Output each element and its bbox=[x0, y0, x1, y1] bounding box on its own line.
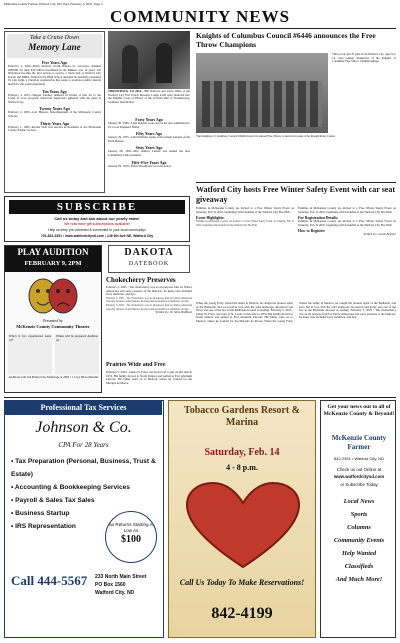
history-body: When the young Foley visited his father in Medora, he caught the pioneer spirit of the Badlands, and soon fell in love with the wild landscape. Roosevelt and Foley was one of the few in the Badlands devoted to reading. bbox=[196, 302, 293, 313]
history-text bbox=[196, 302, 396, 395]
throwback-text: Bill Rafferty and Alvin Weitz of the Watford City Fort Union Masonic Lodge #128 were inducted into the Knights Court of Honor of the Scottish Rite of Freemasonry, Southern Jurisdiction. bbox=[108, 90, 190, 104]
chokecherry-title: Chokecherry Preserves bbox=[106, 276, 176, 284]
returns-price: $100 bbox=[121, 534, 141, 545]
play-date: FEBRUARY 9, 2PM bbox=[24, 260, 82, 267]
play-org: McKenzie County Community Theater bbox=[16, 324, 90, 329]
farmer-check: Check us out Online at bbox=[336, 467, 382, 472]
tobacco-date: Saturday, Feb. 14 bbox=[204, 447, 280, 458]
play-title: PLAY AUDITION bbox=[17, 247, 89, 257]
subscribe-line1: Call us today and ask about our yearly rates! bbox=[54, 216, 140, 221]
person-silhouette bbox=[156, 43, 172, 83]
watford-body: Families in McKenzie County are invited to a Free Winter Safety Event on Saturday, Feb. 8, 2025, beginning with breakfast at the Watford City Fire Hall. bbox=[196, 207, 294, 214]
returns-label: Tax Returns Starting As Low As bbox=[106, 522, 155, 533]
years-ago-p3: February 2, 2005...Lori Hanson, Superintendent of the McKenzie County Schools. bbox=[8, 110, 101, 118]
mid-years-p3: January 28, 1965...Mrs. Audrey Leland was named the new Community Club president. bbox=[108, 149, 190, 157]
play-header bbox=[5, 246, 101, 272]
watford-h1: Event Highlights: bbox=[196, 216, 225, 221]
chokecherry-text: February 5, 2025 - The chokecherry was an all-purpose fruit for Native Americans and early pioneers of the Dakotas. Its many uses included food, medicine, and dye. bbox=[106, 302, 192, 311]
johnson-name: Johnson & Co. bbox=[35, 419, 132, 436]
watford-h3: How to Register: bbox=[298, 229, 326, 234]
chokecherry-byline: Written by: Dr. Steve Hoffbeck bbox=[155, 310, 192, 315]
years-ago-p4: February 1, 1995...Rocket Wall was elected as President of the McKenzie County Farmer Society. bbox=[8, 124, 101, 133]
subscribe-line2: We now have gift subscriptions available! bbox=[64, 222, 130, 226]
farmer-list-item: Help Wanted bbox=[341, 550, 377, 557]
play-audition-ad bbox=[4, 245, 102, 393]
knights-side-text: Thirty-four and 37 girls from Watford City, ages 9 to 14, were named champions of the Knights of Columbus Free Throw Championships. bbox=[332, 53, 396, 64]
mid-years-h1: Forty Years Ago bbox=[135, 117, 163, 122]
service-item: • Tax Preparation (Personal, Business, Trust & Estate) bbox=[11, 458, 156, 478]
tobacco-gardens-ad bbox=[168, 400, 316, 638]
cruise-line2: Memory Lane bbox=[28, 42, 81, 52]
farmer-list bbox=[323, 495, 395, 635]
history-body: When the young Foley visited his father in Medora, he caught the pioneer spirit of the Badlands, and soon fell in love with the wild landscape. Roosevelt and Foley was one of the few in the Badlands devoted to reading. bbox=[264, 302, 396, 323]
dakota-title: DAKOTA bbox=[124, 247, 174, 258]
throwback-tag: THROWBACK TO 2014... bbox=[108, 90, 144, 93]
mid-years-h2: Fifty Years Ago bbox=[135, 131, 163, 137]
watford-h2: For Registration Details: bbox=[298, 216, 339, 221]
watford-body: Families in McKenzie County are invited to a Free Winter Safety Event on Saturday, Feb. 8, 2025, beginning with breakfast at the Watford City Fire Hall. bbox=[298, 219, 396, 227]
knights-photo bbox=[196, 53, 328, 133]
throwback-photo bbox=[108, 31, 190, 89]
years-ago-h2: Ten Years Ago bbox=[42, 88, 67, 94]
farmer-phone: 842-2351 • Watford City, ND bbox=[333, 456, 385, 461]
mid-years-p1: January 30, 1985...Lynn Roberts took over as the new administrator for Good Shepherd Home. bbox=[108, 121, 190, 129]
service-item: • IRS Representation bbox=[11, 523, 76, 530]
farmer-list-item: Columns bbox=[347, 524, 371, 531]
watford-column-1 bbox=[196, 207, 294, 299]
history-columns bbox=[196, 302, 396, 395]
years-ago-h1: Five Years Ago bbox=[41, 60, 68, 65]
years-ago-h3: Twenty Years Ago bbox=[39, 106, 70, 112]
address-line: 233 North Main Street bbox=[95, 574, 147, 580]
tobacco-time: 4 - 8 p.m. bbox=[226, 463, 258, 472]
mid-years-p4: January 29, 1970...Elden Woodhouse won the honor. bbox=[108, 163, 172, 168]
play-who: Who's it for: experienced teens 16+ bbox=[8, 334, 52, 374]
chokecherry-continued: February 5, 2025 - The chokecherry was an all-purpose fruit for Native Americans and early pioneers of the Dakotas. Its many uses included food, medicine, and dye. bbox=[299, 308, 396, 320]
farmer-list-item: Classifieds bbox=[344, 563, 374, 570]
johnson-ad bbox=[4, 400, 164, 638]
chokecherry-text: February 5, 2025 - The chokecherry was an all-purpose fruit for Native Americans and early pioneers of the Dakotas. Its many uses included food, medicine, and dye. bbox=[106, 295, 192, 304]
watford-byline: Written by: Carole Butcher bbox=[363, 232, 396, 237]
theater-masks-icon bbox=[19, 276, 87, 316]
johnson-cpa: CPA For 28 Years bbox=[58, 441, 109, 449]
farmer-name: McKenzie County Farmer bbox=[331, 434, 387, 451]
years-ago-p1: February 5, 2020...Brian Sanford, North Dakota Lt. Governor, thanked ONEOK for their $10 billion investment in the Bakken over 14 years. Lili Nicholson became the first person to receive a black belt at Watford City Karate and MMA. Watford City High School attended its assembly presented by Life Light, a Christian organization that seeks to promote positive mental health for the youth generation. bbox=[8, 64, 101, 86]
cruise-line1: Take a Cruise Down bbox=[30, 35, 79, 41]
watford-body: Families in McKenzie County are invited to a Free Winter Safety Event on Saturday, Feb. 8, 2025, beginning with breakfast at the Watford City Fire Hall. bbox=[196, 219, 294, 227]
divider bbox=[4, 397, 396, 398]
subscribe-banner[interactable] bbox=[4, 196, 190, 242]
prairies-body: February 5, 2025 - James W. Foley was born in St. Louis on this date in 1874. His family moved to North Dakota and settled at Fort Abraham Lincoln. His father went on to Medora, where he worked for the Marquis de Mores. bbox=[106, 371, 192, 385]
mid-years-p2: January 29, 1975...John Wittmier spoke at the annual banquet of the Farm Bureau. bbox=[108, 135, 190, 143]
person-silhouette bbox=[122, 45, 138, 83]
tobacco-phone: 842-4199 bbox=[211, 605, 273, 622]
years-ago-p2: February 4, 2015...Snippet Lindsey dumped 10 inches of hair for to the Locks of Love program. American Supporters gathered with the gusts at Watford City. bbox=[8, 92, 101, 104]
service-item: • Business Startup bbox=[11, 510, 70, 517]
tax-returns-badge bbox=[105, 511, 157, 563]
subscribe-title: SUBSCRIBE bbox=[9, 200, 185, 214]
years-ago-column bbox=[8, 60, 101, 192]
tobacco-title: Tobacco Gardens Resort & Marina bbox=[183, 405, 300, 428]
section-title: COMMUNITY NEWS bbox=[109, 7, 291, 26]
watford-column-2 bbox=[298, 207, 396, 299]
mid-years-h4: Fifty-Five Years Ago bbox=[131, 159, 167, 165]
years-ago-h4: Thirty Years Ago bbox=[39, 120, 70, 126]
chokecherry-body bbox=[106, 286, 192, 360]
paper-line: McKenzie County Farmer, Watford City, ND, Wed, February 5, 2025, Page 4 bbox=[4, 2, 103, 6]
memory-lane-box bbox=[4, 31, 105, 193]
dakota-datebook-logo bbox=[108, 245, 190, 273]
farmer-ad bbox=[320, 400, 396, 638]
prairies-continued: February 5, 2025 - James W. Foley was born in St. Louis on this date in 1874. His family moved to North Dakota and settled at Fort Abraham Lincoln. His father went on to Medora, where he worked for the Marquis de Mores. bbox=[196, 308, 293, 323]
farmer-list-item: Sports bbox=[350, 511, 368, 518]
cruise-ad bbox=[7, 34, 102, 58]
masthead-rule bbox=[4, 28, 396, 29]
johnson-header: Professional Tax Services bbox=[5, 401, 162, 415]
farmer-list-item: Community Events bbox=[333, 537, 385, 544]
johnson-address bbox=[95, 573, 159, 613]
watford-headline: Watford City hosts Free Winter Safety Event with car seat giveaway bbox=[196, 185, 396, 204]
subscribe-line3: Help us keep you informed & connected to your local community! bbox=[48, 228, 146, 232]
heart-icon bbox=[183, 481, 303, 571]
knights-headline: Knights of Columbus Council #6446 announces the Free Throw Champions bbox=[196, 31, 376, 49]
service-item: • Payroll & Sales Tax Sales bbox=[11, 497, 95, 504]
mid-years-column bbox=[108, 117, 190, 193]
play-presented: Presented by bbox=[43, 319, 63, 323]
group-silhouette bbox=[202, 81, 322, 127]
chokecherry-text: February 5, 2025 - The chokecherry was an all-purpose fruit for Native Americans and early pioneers of the Dakotas. Its many uses included food, medicine, and dye. bbox=[106, 286, 192, 297]
play-details: Auditions Call and Bring in the Mainstage at 2PM • 1 Copy Photo/Resume bbox=[8, 376, 99, 379]
divider bbox=[196, 182, 396, 183]
farmer-url[interactable]: www.watfordcitynd.com bbox=[333, 474, 385, 479]
dakota-subtitle: DATEBOOK bbox=[128, 261, 170, 267]
farmer-top: Get your news out to all of McKenzie County & Beyond! bbox=[323, 404, 395, 417]
subscribe-contact: 701-842-2351 • www.watfordcitynd.com • 146 6th Ave NE, Watford City bbox=[40, 234, 154, 238]
prairies-title: Prairies Wide and Free bbox=[106, 362, 166, 368]
play-where: Where will be prepared: Audition ad bbox=[55, 334, 99, 374]
tobacco-call: Call Us Today To Make Reservations! bbox=[179, 578, 305, 587]
service-item: • Accounting & Bookkeeping Services bbox=[11, 484, 130, 491]
knights-caption: The Knights of Columbus Council #6446 hosted its annual Free Throw contest last week at the Rough Rider Center. bbox=[196, 135, 336, 138]
watford-body: Families in McKenzie County are invited to a Free Winter Safety Event on Saturday, Feb. 8, 2025, beginning with breakfast at the Watford City Fire Hall. bbox=[298, 207, 396, 214]
farmer-subscribe: or Subscribe Today bbox=[340, 482, 378, 487]
address-line: Watford City, ND bbox=[95, 590, 135, 596]
mid-years-h3: Sixty Years Ago bbox=[135, 145, 163, 151]
throwback-caption bbox=[108, 90, 190, 116]
farmer-list-item: Local News bbox=[343, 498, 375, 505]
farmer-list-item: And Much More! bbox=[335, 576, 383, 583]
address-line: PO Box 1560 bbox=[95, 582, 126, 588]
johnson-phone: Call 444-5567 bbox=[11, 573, 88, 588]
